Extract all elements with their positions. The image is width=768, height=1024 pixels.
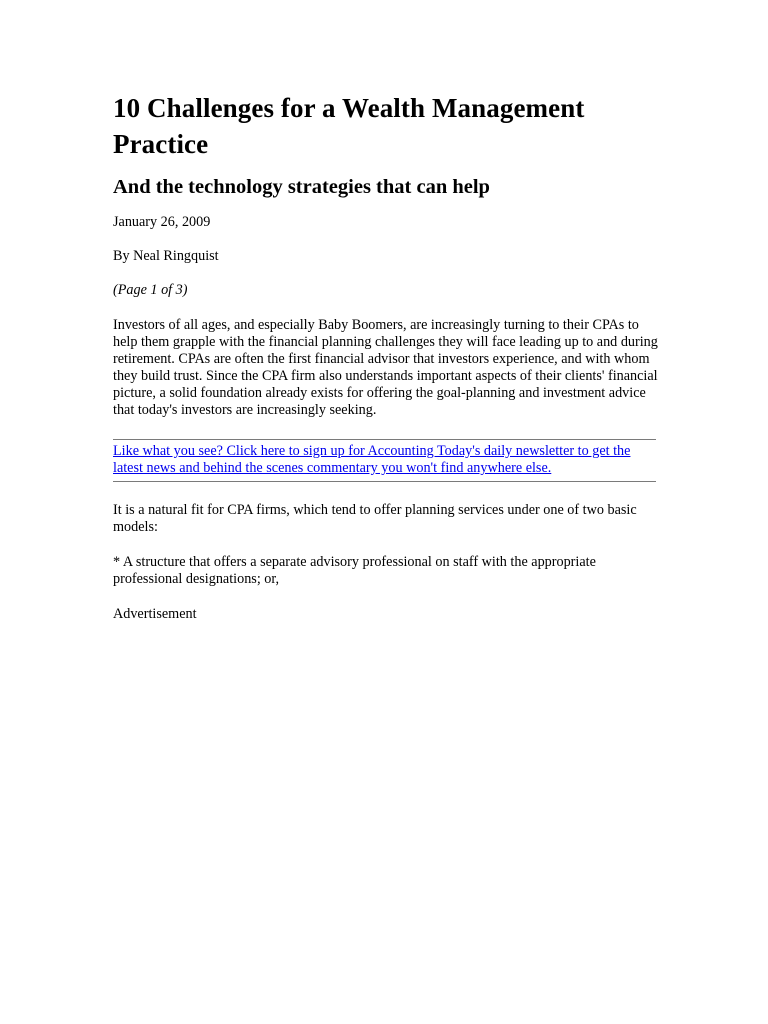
article-date: January 26, 2009 bbox=[113, 214, 211, 230]
article-byline: By Neal Ringquist bbox=[113, 248, 219, 264]
article-subtitle: And the technology strategies that can help bbox=[113, 176, 490, 198]
article-paragraph-models: It is a natural fit for CPA firms, which tend to offer planning services under one of two basic models: bbox=[113, 502, 637, 535]
article-paragraph-intro: Investors of all ages, and especially Baby Boomers, are increasingly turning to their CPAs to help them grapple with the financial planning challenges they will face leading up to and during retirement. CPAs are often the first financial advisor that investors experience, and with whom they build trust. Since the CPA firm also understands important aspects of their clients' financial picture, a solid foundation already exists for offering the goal-planning and investment advice that today's investors are increasingly seeking. bbox=[113, 317, 658, 418]
promo-divider-bottom bbox=[113, 481, 656, 482]
advertisement-label: Advertisement bbox=[113, 606, 197, 622]
promo-divider-top bbox=[113, 439, 656, 440]
article-paragraph-structure: * A structure that offers a separate advisory professional on staff with the appropriate professional designations; or, bbox=[113, 554, 596, 587]
article-title: 10 Challenges for a Wealth Management Practice bbox=[113, 93, 585, 159]
article bbox=[113, 90, 658, 641]
page-indicator: (Page 1 of 3) bbox=[113, 282, 188, 298]
newsletter-signup-link[interactable]: Like what you see? Click here to sign up for Accounting Today's daily newsletter to get the latest news and behind the scenes commentary you won't find anywhere else. bbox=[113, 443, 631, 476]
